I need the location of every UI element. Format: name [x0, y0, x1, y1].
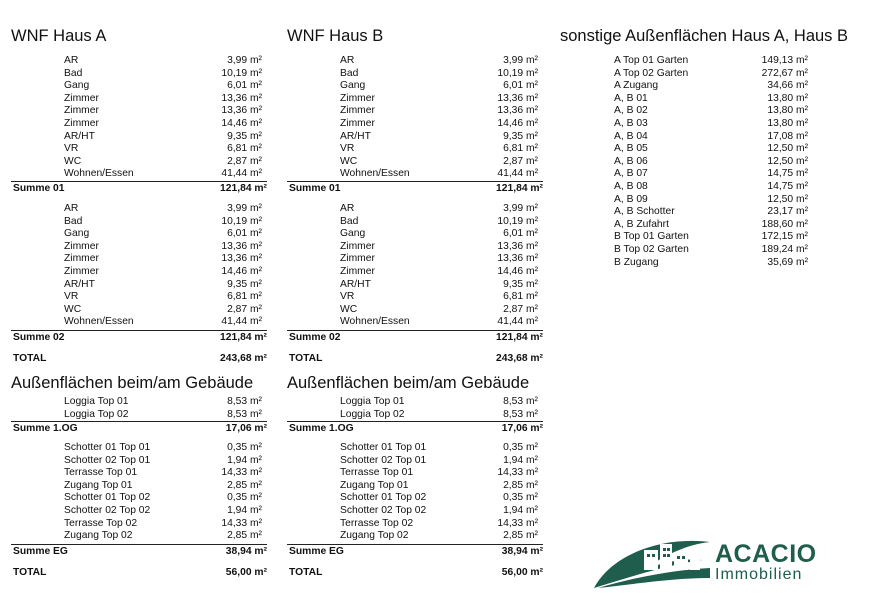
row-label: WC — [340, 303, 358, 315]
table-row — [0, 304, 885, 316]
section-title: WNF Haus B — [287, 27, 384, 45]
section-title: Außenflächen beim/am Gebäude — [287, 374, 530, 392]
section-title: sonstige Außenflächen Haus A, Haus B — [560, 27, 849, 45]
subtotal-row-label: Summe 1.OG — [289, 423, 354, 434]
total-row-label: TOTAL — [13, 567, 47, 578]
row-value: 2,87 m² — [503, 155, 538, 167]
row-value: 189,24 m² — [761, 244, 808, 255]
row-label: Wohnen/Essen — [340, 168, 410, 180]
table-row — [0, 68, 885, 80]
row-label: Zimmer — [64, 266, 99, 277]
total-row-value: 56,00 m² — [225, 567, 267, 578]
row-label: Zimmer — [64, 253, 99, 265]
row-value: 2,85 m² — [227, 530, 262, 542]
subtotal-row-label: Summe 1.OG — [13, 423, 78, 434]
row-label: Gang — [64, 228, 90, 240]
row-value: 14,75 m² — [767, 181, 808, 192]
row-label: A Top 01 Garten — [614, 55, 689, 66]
row-label: AR/HT — [340, 278, 371, 290]
row-label: Zimmer — [64, 240, 99, 252]
row-value: 14,33 m² — [221, 517, 262, 529]
table-row — [0, 291, 885, 303]
row-value: 6,01 m² — [227, 228, 262, 240]
row-value: 1,94 m² — [503, 505, 538, 516]
row-value: 6,81 m² — [503, 291, 538, 303]
row-label: Zugang Top 01 — [64, 479, 133, 491]
row-value: 8,53 m² — [227, 396, 262, 407]
row-label: A, B 01 — [614, 92, 648, 104]
row-value: 1,94 m² — [503, 454, 538, 466]
row-label: A, B 08 — [614, 181, 648, 192]
row-value: 8,53 m² — [503, 408, 538, 420]
subtotal-row-label: Summe EG — [289, 546, 344, 557]
subtotal-row-value: 17,06 m² — [501, 423, 543, 434]
row-label: A Zugang — [614, 80, 659, 92]
row-value: 1,94 m² — [227, 454, 262, 466]
total-row-value: 56,00 m² — [501, 567, 543, 578]
row-label: Zugang Top 01 — [340, 479, 409, 491]
logo-name: ACACIO — [715, 540, 817, 568]
row-value: 188,60 m² — [761, 218, 808, 230]
row-value: 13,36 m² — [221, 105, 262, 117]
row-value: 13,36 m² — [497, 240, 538, 252]
table-row — [0, 505, 885, 517]
row-label: Wohnen/Essen — [64, 316, 134, 328]
row-value: 3,99 m² — [227, 203, 262, 214]
row-value: 9,35 m² — [227, 278, 262, 290]
subtotal-row-label: Summe EG — [13, 546, 68, 557]
row-value: 6,81 m² — [227, 291, 262, 303]
row-label: A, B 09 — [614, 193, 648, 205]
row-label: WC — [64, 155, 82, 167]
row-label: Zimmer — [340, 253, 375, 265]
row-value: 9,35 m² — [503, 130, 538, 142]
table-row — [0, 231, 885, 243]
row-label: Zimmer — [340, 118, 375, 129]
subtotal-row-label: Summe 01 — [289, 183, 341, 194]
row-value: 41,44 m² — [221, 168, 262, 180]
section-title: WNF Haus A — [11, 27, 107, 45]
row-value: 8,53 m² — [227, 408, 262, 420]
row-label: Gang — [340, 228, 366, 240]
row-label: VR — [64, 291, 79, 303]
subtotal-row — [11, 544, 267, 558]
row-value: 13,36 m² — [497, 92, 538, 104]
table-row — [0, 105, 885, 117]
row-value: 35,69 m² — [767, 256, 808, 268]
row-label: AR — [340, 203, 355, 214]
row-value: 272,67 m² — [761, 67, 808, 79]
row-label: Zugang Top 02 — [340, 530, 409, 542]
row-label: A, B Zufahrt — [614, 218, 669, 230]
row-value: 3,99 m² — [503, 55, 538, 66]
row-value: 41,44 m² — [497, 168, 538, 180]
row-label: Bad — [64, 215, 83, 227]
row-value: 13,36 m² — [221, 253, 262, 265]
row-value: 2,85 m² — [227, 479, 262, 491]
row-value: 149,13 m² — [761, 55, 808, 66]
total-row-label: TOTAL — [289, 567, 323, 578]
row-label: Bad — [340, 67, 359, 79]
row-value: 17,08 m² — [767, 130, 808, 142]
subtotal-row-value: 17,06 m² — [225, 423, 267, 434]
row-value: 14,46 m² — [221, 118, 262, 129]
row-label: Wohnen/Essen — [64, 168, 134, 180]
total-row-label: TOTAL — [13, 353, 47, 364]
row-label: Loggia Top 02 — [340, 408, 405, 420]
row-value: 2,85 m² — [503, 530, 538, 542]
row-label: Loggia Top 01 — [64, 396, 129, 407]
row-value: 10,19 m² — [497, 215, 538, 227]
table-row — [0, 93, 885, 105]
row-value: 0,35 m² — [503, 492, 538, 504]
table-row — [0, 55, 885, 67]
row-label: A, B 02 — [614, 105, 648, 117]
row-value: 41,44 m² — [497, 316, 538, 328]
row-label: Schotter 01 Top 01 — [64, 442, 151, 453]
row-value: 9,35 m² — [503, 278, 538, 290]
row-label: A, B 05 — [614, 143, 648, 155]
row-label: Zimmer — [64, 118, 99, 129]
row-value: 10,19 m² — [221, 215, 262, 227]
row-label: Gang — [340, 80, 366, 92]
row-label: VR — [340, 143, 355, 155]
row-label: Schotter 01 Top 02 — [64, 492, 151, 504]
row-label: Schotter 01 Top 02 — [340, 492, 427, 504]
table-row — [0, 316, 885, 328]
row-label: AR/HT — [340, 130, 371, 142]
row-value: 10,19 m² — [221, 67, 262, 79]
total-row-value: 243,68 m² — [220, 353, 267, 364]
row-label: A, B 04 — [614, 130, 648, 142]
row-value: 6,81 m² — [503, 143, 538, 155]
total-row — [287, 352, 543, 365]
row-label: A, B 07 — [614, 168, 648, 180]
row-label: Zimmer — [340, 266, 375, 277]
table-row — [0, 518, 885, 530]
subtotal-row-label: Summe 02 — [289, 332, 341, 343]
row-value: 6,81 m² — [227, 143, 262, 155]
row-value: 13,36 m² — [497, 253, 538, 265]
row-value: 13,36 m² — [497, 105, 538, 117]
row-label: Schotter 02 Top 02 — [340, 505, 427, 516]
total-row — [287, 566, 543, 579]
row-label: Zimmer — [64, 92, 99, 104]
row-label: WC — [340, 155, 358, 167]
table-row — [0, 492, 885, 504]
row-label: Zimmer — [340, 92, 375, 104]
table-row — [0, 131, 885, 143]
subtotal-row — [11, 330, 267, 344]
total-row-value: 243,68 m² — [496, 353, 543, 364]
row-label: Terrasse Top 01 — [64, 467, 138, 479]
row-label: Schotter 02 Top 02 — [64, 505, 151, 516]
row-value: 2,85 m² — [503, 479, 538, 491]
row-label: Zugang Top 02 — [64, 530, 133, 542]
section-title: Außenflächen beim/am Gebäude — [11, 374, 254, 392]
row-label: VR — [64, 143, 79, 155]
table-row — [0, 194, 885, 206]
row-value: 172,15 m² — [761, 231, 808, 243]
row-value: 14,46 m² — [497, 266, 538, 277]
table-row — [0, 206, 885, 218]
table-row — [0, 480, 885, 492]
row-value: 12,50 m² — [767, 193, 808, 205]
row-value: 6,01 m² — [503, 80, 538, 92]
subtotal-row-value: 38,94 m² — [225, 546, 267, 557]
table-row — [0, 143, 885, 155]
subtotal-row-value: 38,94 m² — [501, 546, 543, 557]
row-label: AR — [64, 55, 79, 66]
row-value: 10,19 m² — [497, 67, 538, 79]
row-value: 14,33 m² — [497, 517, 538, 529]
table-row — [0, 219, 885, 231]
row-value: 14,33 m² — [221, 467, 262, 479]
row-label: Zimmer — [340, 240, 375, 252]
table-row — [0, 244, 885, 256]
row-value: 13,36 m² — [221, 92, 262, 104]
row-label: AR — [64, 203, 79, 214]
row-value: 1,94 m² — [227, 505, 262, 516]
row-value: 6,01 m² — [227, 80, 262, 92]
row-label: Loggia Top 02 — [64, 408, 129, 420]
row-value: 23,17 m² — [767, 206, 808, 218]
row-value: 14,46 m² — [497, 118, 538, 129]
table-row — [0, 467, 885, 479]
table-row — [0, 80, 885, 92]
row-value: 8,53 m² — [503, 396, 538, 407]
row-value: 13,80 m² — [767, 92, 808, 104]
table-row — [0, 156, 885, 168]
row-label: B Top 02 Garten — [614, 244, 689, 255]
row-label: WC — [64, 303, 82, 315]
row-value: 0,35 m² — [227, 492, 262, 504]
row-value: 14,33 m² — [497, 467, 538, 479]
row-value: 3,99 m² — [503, 203, 538, 214]
table-row — [0, 396, 885, 408]
total-row — [11, 352, 267, 365]
row-label: AR/HT — [64, 278, 95, 290]
table-row — [0, 181, 885, 193]
row-label: A, B 03 — [614, 118, 648, 129]
subtotal-row — [287, 330, 543, 344]
table-row — [0, 409, 885, 421]
table-row — [0, 257, 885, 269]
row-label: Wohnen/Essen — [340, 316, 410, 328]
table-row — [0, 455, 885, 467]
row-label: Bad — [340, 215, 359, 227]
subtotal-row — [287, 421, 543, 435]
row-label: Terrasse Top 01 — [340, 467, 414, 479]
row-value: 2,87 m² — [227, 303, 262, 315]
row-value: 12,50 m² — [767, 155, 808, 167]
row-label: Gang — [64, 80, 90, 92]
row-label: Loggia Top 01 — [340, 396, 405, 407]
row-label: VR — [340, 291, 355, 303]
row-label: Zimmer — [64, 105, 99, 117]
row-value: 34,66 m² — [767, 80, 808, 92]
row-value: 0,35 m² — [227, 442, 262, 453]
row-label: Schotter 02 Top 01 — [64, 454, 151, 466]
row-value: 41,44 m² — [221, 316, 262, 328]
row-value: 13,36 m² — [221, 240, 262, 252]
table-row — [0, 168, 885, 180]
row-label: Zimmer — [340, 105, 375, 117]
subtotal-row-value: 121,84 m² — [496, 183, 543, 194]
subtotal-row — [11, 421, 267, 435]
row-label: B Zugang — [614, 256, 659, 268]
row-value: 3,99 m² — [227, 55, 262, 66]
row-value: 13,80 m² — [767, 105, 808, 117]
row-value: 12,50 m² — [767, 143, 808, 155]
row-value: 13,80 m² — [767, 118, 808, 129]
row-value: 2,87 m² — [227, 155, 262, 167]
row-value: 14,75 m² — [767, 168, 808, 180]
row-value: 9,35 m² — [227, 130, 262, 142]
row-label: AR — [340, 55, 355, 66]
row-label: Schotter 01 Top 01 — [340, 442, 427, 453]
subtotal-row-value: 121,84 m² — [220, 183, 267, 194]
subtotal-row-label: Summe 02 — [13, 332, 65, 343]
table-row — [0, 442, 885, 454]
logo-subtitle: Immobilien — [715, 566, 803, 583]
row-label: AR/HT — [64, 130, 95, 142]
subtotal-row — [287, 544, 543, 558]
row-label: A, B Schotter — [614, 206, 675, 218]
row-label: Terrasse Top 02 — [64, 517, 138, 529]
row-label: A Top 02 Garten — [614, 67, 689, 79]
row-label: Terrasse Top 02 — [340, 517, 414, 529]
subtotal-row-value: 121,84 m² — [220, 332, 267, 343]
table-row — [0, 118, 885, 130]
row-value: 14,46 m² — [221, 266, 262, 277]
table-row — [0, 279, 885, 291]
row-label: A, B 06 — [614, 155, 648, 167]
row-value: 2,87 m² — [503, 303, 538, 315]
row-label: Schotter 02 Top 01 — [340, 454, 427, 466]
subtotal-row-value: 121,84 m² — [496, 332, 543, 343]
row-label: B Top 01 Garten — [614, 231, 689, 243]
total-row — [11, 566, 267, 579]
total-row-label: TOTAL — [289, 353, 323, 364]
subtotal-row-label: Summe 01 — [13, 183, 65, 194]
row-value: 0,35 m² — [503, 442, 538, 453]
row-label: Bad — [64, 67, 83, 79]
row-value: 6,01 m² — [503, 228, 538, 240]
